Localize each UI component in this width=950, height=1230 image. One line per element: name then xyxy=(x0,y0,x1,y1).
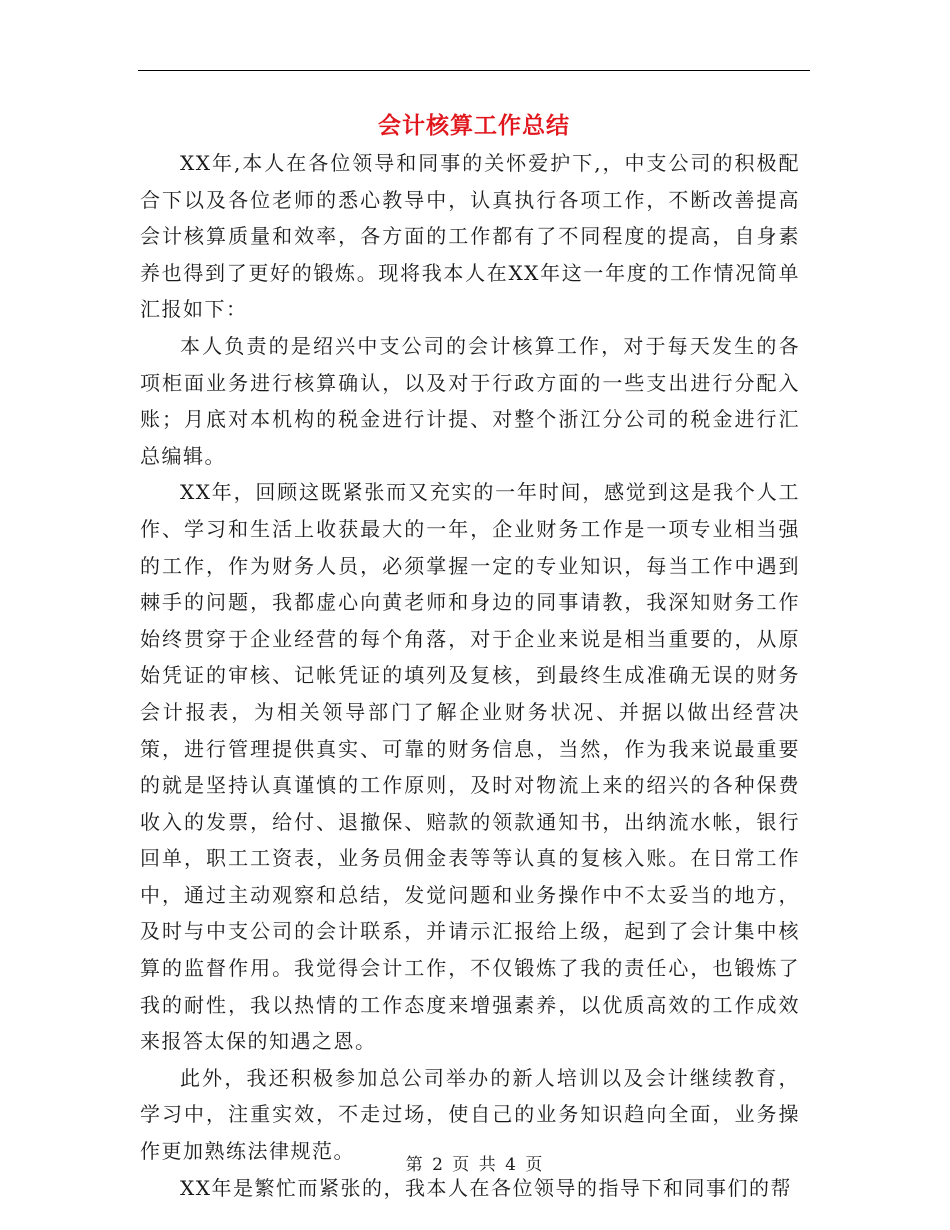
header-rule xyxy=(138,70,810,71)
paragraph-training: 此外，我还积极参加总公司举办的新人培训以及会计继续教育，学习中，注重实效，不走过场，使自己的业务知识趋向全面，业务操作更加熟练法律规范。 xyxy=(140,1065,800,1164)
paragraph-responsibilities: 本人负责的是绍兴中支公司的会计核算工作，对于每天发生的各项柜面业务进行核算确认，以及对于行政方面的一些支出进行分配入账；月底对本机构的税金进行计提、对整个浙江分公司的税金进行汇总编辑。 xyxy=(140,333,800,468)
paragraph-review: XX年，回顾这既紧张而又充实的一年时间，感觉到这是我个人工作、学习和生活上收获最大的一年，企业财务工作是一项专业相当强的工作，作为财务人员，必须掌握一定的专业知识，每当工作中遇到棘手的问题，我都虚心向黄老师和身边的同事请教，我深知财务工作始终贯穿于企业经营的每个角落，对于企业来说是相当重要的，从原始凭证的审核、记帐凭证的填列及复核，到最终生成准确无误的财务会计报表，为相关领导部门了解企业财务状况、并据以做出经营决策，进行管理提供真实、可靠的财务信息，当然，作为我来说最重要的就是坚持认真谨慎的工作原则，及时对物流上来的绍兴的各种保费收入的发票，给付、退撤保、赔款的领款通知书，出纳流水帐，银行回单，职工工资表，业务员佣金表等等认真的复核入账。在日常工作中，通过主动观察和总结，发觉问题和业务操作中不太妥当的地方，及时与中支公司的会计联系，并请示汇报给上级，起到了会计集中核算的监督作用。我觉得会计工作，不仅锻炼了我的责任心，也锻炼了我的耐性，我以热情的工作态度来增强素养，以优质高效的工作成效来报答太保的知遇之恩。 xyxy=(140,480,800,1054)
page-number-footer: 第 2 页 共 4 页 xyxy=(405,1155,545,1175)
paragraph-intro: XX年,本人在各位领导和同事的关怀爱护下,，中支公司的积极配合下以及各位老师的悉心教导中，认真执行各项工作，不断改善提高会计核算质量和效率，各方面的工作都有了不同程度的提高，自身素养也得到了更好的锻炼。现将我本人在XX年这一年度的工作情况简单汇报如下： xyxy=(140,151,800,322)
paragraph-closing: XX年是繁忙而紧张的，我本人在各位领导的指导下和同事们的帮 xyxy=(180,1175,792,1200)
document-body xyxy=(140,145,800,1206)
document-title: 会计核算工作总结 xyxy=(378,112,570,139)
